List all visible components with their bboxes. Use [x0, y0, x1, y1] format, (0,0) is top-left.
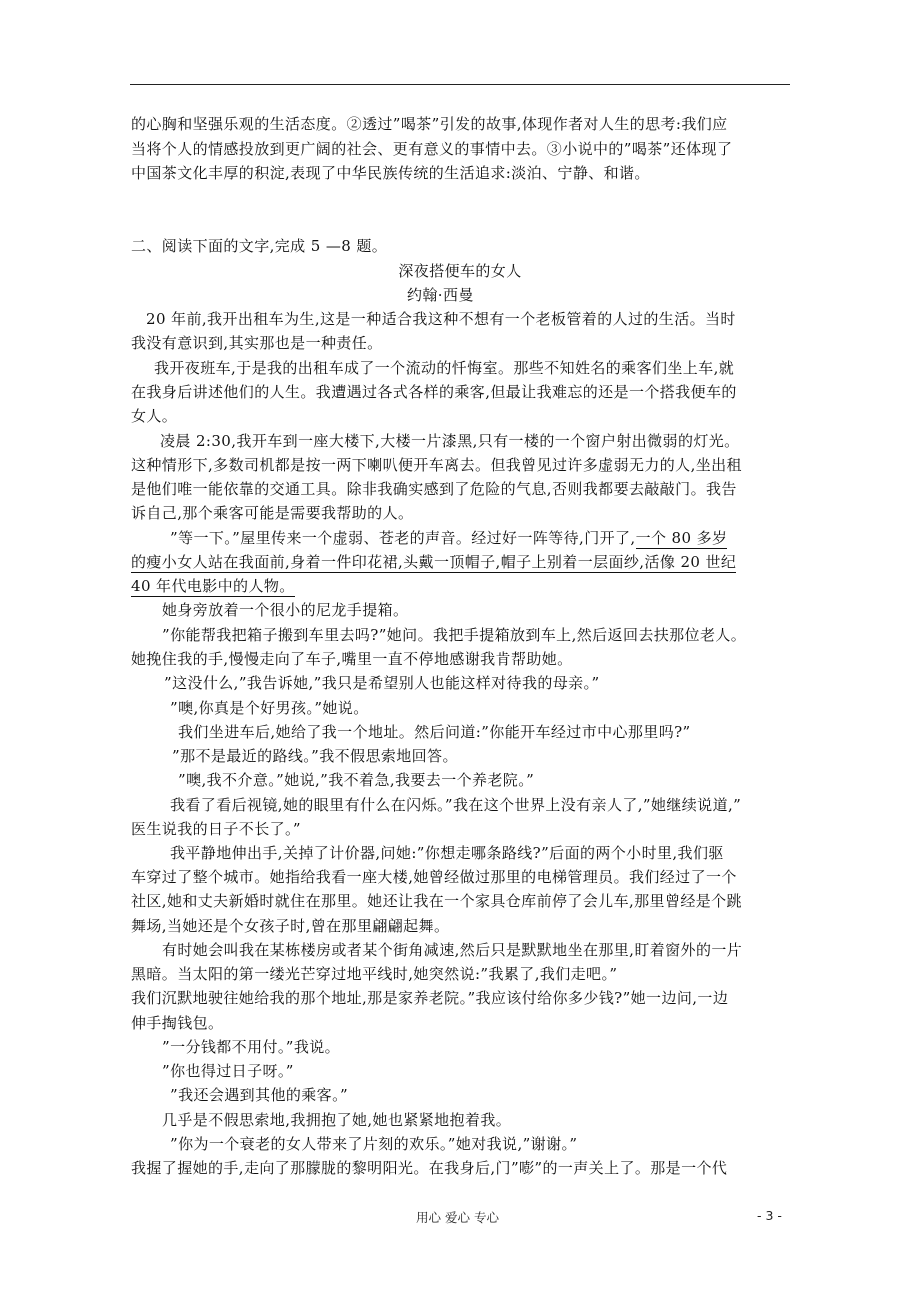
text-line: 伸手掏钱包。 [131, 1014, 224, 1032]
text-line [131, 552, 736, 572]
text-line: 我没有意识到,其实那也是一种责任。 [131, 334, 383, 352]
text-line: 是他们唯一能依靠的交通工具。除非我确实感到了危险的气息,否则我都要去敲敲门。我告 [131, 480, 737, 498]
text-line: 我们坐进车后,她给了我一个地址。然后问道:”你能开车经过市中心那里吗?” [178, 723, 691, 741]
text-line: ”一分钱都不用付。”我说。 [162, 1038, 341, 1056]
text-line: 在我身后讲述他们的人生。我遭遇过各式各样的乘客,但最让我难忘的还是一个搭我便车的 [131, 383, 737, 401]
text-line: 当将个人的情感投放到更广阔的社会、更有意义的事情中去。③小说中的”喝茶”还体现了 [131, 140, 733, 158]
text-line: 女人。 [131, 407, 178, 425]
text-line: 我开夜班车,于是我的出租车成了一个流动的忏悔室。那些不知姓名的乘客们坐上车,就 [154, 359, 735, 377]
text-line: 医生说我的日子不长了。” [131, 820, 301, 838]
question-instruction: 二、阅读下面的文字,完成 5 —8 题。 [131, 237, 388, 255]
text-line: ”噢,你真是个好男孩。”她说。 [170, 699, 369, 717]
text-line: 几乎是不假思索地,我拥抱了她,她也紧紧地抱着我。 [162, 1111, 512, 1129]
header-rule [130, 84, 790, 85]
footer-motto: 用心 爱心 专心 [416, 1210, 499, 1225]
text-line: 这种情形下,多数司机都是按一两下喇叭便开车离去。但我曾见过许多虚弱无力的人,坐出租 [131, 456, 742, 474]
text-line [131, 576, 295, 596]
text-line: ”你为一个衰老的女人带来了片刻的欢乐。”她对我说,”谢谢。” [170, 1135, 578, 1153]
text-line: ”你也得过日子呀。” [162, 1062, 294, 1080]
text-line: 舞场,当她还是个女孩子时,曾在那里翩翩起舞。 [131, 917, 450, 935]
underlined-text: 40 年代电影中的人物。 [131, 577, 295, 595]
underlined-text: 一个 80 多岁 [635, 529, 728, 547]
text-line: 20 年前,我开出租车为生,这是一种适合我这种不想有一个老板管着的人过的生活。当时 [146, 310, 736, 328]
text-line: ”这没什么,”我告诉她,”我只是希望别人也能这样对待我的母亲。” [164, 674, 600, 692]
text-line [170, 528, 727, 548]
text-line: 我平静地伸出手,关掉了计价器,问她:”你想走哪条路线?”后面的两个小时里,我们驱 [170, 844, 724, 862]
text-line: ”那不是最近的路线。”我不假思索地回答。 [172, 747, 458, 765]
text-line: 她身旁放着一个很小的尼龙手提箱。 [162, 601, 409, 619]
page-number: - 3 - [757, 1208, 782, 1223]
text-line: 的心胸和坚强乐观的生活态度。②透过”喝茶”引发的故事,体现作者对人生的思考:我们应 [131, 115, 728, 133]
text-line: 诉自己,那个乘客可能是需要我帮助的人。 [131, 504, 414, 522]
text-segment: ”等一下。”屋里传来一个虚弱、苍老的声音。经过好一阵等待,门开了, [170, 529, 636, 547]
article-author: 约翰·西曼 [407, 286, 474, 304]
text-line: 我握了握她的手,走向了那朦胧的黎明阳光。在我身后,门”嘭”的一声关上了。那是一个代 [131, 1159, 728, 1177]
article-title: 深夜搭便车的女人 [398, 262, 522, 280]
text-line: ”我还会遇到其他的乘客。” [170, 1086, 349, 1104]
text-line: 黑暗。当太阳的第一缕光芒穿过地平线时,她突然说:”我累了,我们走吧。” [131, 965, 618, 983]
text-line: 凌晨 2:30,我开车到一座大楼下,大楼一片漆黑,只有一楼的一个窗户射出微弱的灯光。 [160, 432, 740, 450]
text-line: 中国茶文化丰厚的积淀,表现了中华民族传统的生活追求:淡泊、宁静、和谐。 [131, 164, 650, 182]
text-line: ”你能帮我把箱子搬到车里去吗?”她问。我把手提箱放到车上,然后返回去扶那位老人。 [162, 626, 747, 644]
text-line: 有时她会叫我在某栋楼房或者某个街角减速,然后只是默默地坐在那里,盯着窗外的一片 [162, 941, 743, 959]
text-line: 我们沉默地驶往她给我的那个地址,那是家养老院。”我应该付给你多少钱?”她一边问,一边 [131, 989, 729, 1007]
text-line: 我看了看后视镜,她的眼里有什么在闪烁。”我在这个世界上没有亲人了,”她继续说道,” [170, 796, 742, 814]
underlined-text: 的瘦小女人站在我面前,身着一件印花裙,头戴一顶帽子,帽子上别着一层面纱,活像 20 世纪 [131, 553, 737, 571]
text-line: 社区,她和丈夫新婚时就住在那里。她还让我在一个家具仓库前停了会儿车,那里曾经是个跳 [131, 892, 742, 910]
text-line: ”噢,我不介意。”她说,”我不着急,我要去一个养老院。” [178, 771, 535, 789]
text-line: 车穿过了整个城市。她指给我看一座大楼,她曾经做过那里的电梯管理员。我们经过了一个 [131, 868, 737, 886]
text-line: 她挽住我的手,慢慢走向了车子,嘴里一直不停地感谢我肯帮助她。 [131, 650, 573, 668]
